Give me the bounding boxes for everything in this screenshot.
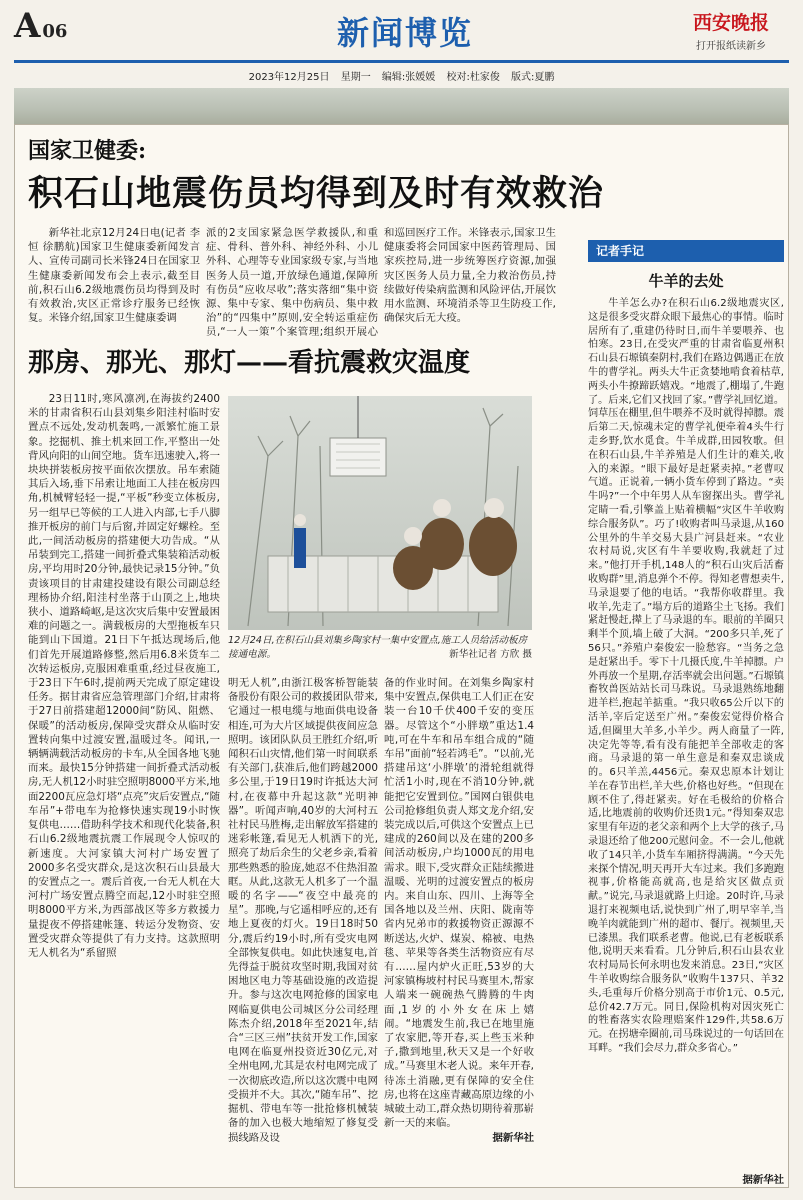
sidebar-title: 牛羊的去处	[648, 272, 724, 290]
brand-name: 西安晚报	[692, 12, 769, 34]
sidebar-body: 牛羊怎么办?在积石山6.2级地震灾区,这是很多受灾群众眼下最焦心的事情。临时居所有了,重建仍待时日,而牛羊要喂养、也怕寒。23日,在受灾严重的甘肃省临夏州积石山县石塬镇秦阴村,我们在路边偶遇正在放牛的曹学礼。两头大牛正贪婪地啃食着枯草,两头小牛撩蹄跃嬉戏。“地震了,棚塌了,牛跑了。后来,它们又找回了家。”曹学礼回忆道。饲草压在棚里,但牛喂养不及时就得掉膘。震后第二天,惊魂未定的曹学礼便牵着4头牛行走乡野,饮水觅食。牛羊成群,田园牧歌。但在积石山县,牛羊养殖是人们生计的难关,收入的来源。“眼下最好是赶紧卖掉。”老曹叹气道。正说着,一辆小货车停到了路边。“卖牛吗?”一个中年男人从车窗探出头。曹学礼定睛一看,引擎盖上贴着横幅“灾区牛羊收购综合服务队”。巧了!收购者叫马录退,从160公里外的牛羊交易大县广河县赶来。“农业农村局说,灾区有牛羊要收购,我就赶了过来。”他打开手机,148人的“积石山灾后活畜收购群”里,消息弹个不停。得知老曹想卖牛,马录退要了他的电话。“我帮你收群里。我收羊,先走了。”塌方后的道路尘土飞扬。我们紧赶慢赶,撵上了马录退的车。眼前的羊圈只剩半个顶,墙上破了大洞。“200多只羊,死了56只。”养殖户秦俊宏一脸愁容。“当务之急是赶紧出手。零下十几摄氏度,牛羊掉膘。户外再放一个星期,存活率就会出问题。”石塬镇畜牧兽医站站长司马珠说。马录退熟练地翻进羊栏,抱起羊掂重。“我只收65公斤以下的活羊,宰后定送至广州。”秦俊宏觉得价格合适,但圈里大羊多,小羊少。两人商量了一阵,决定先等等,看有没有能把羊全部收走的客商。马录退的第一单生意是和秦双忠谈成的。6只羊羔,4456元。秦双忠原本计划让羊在春节出栏,羊大些,价格也好些。“但现在顾不住了,得赶紧卖。好在毛极给的价格合适,比地震前的收购价还贵1元。”得知秦双忠家里有年迈的老父亲和两个上大学的孩子,马录退还给了他200元慰问金。不一会儿,他就收了14只羊,小货车车厢挤得满满。“今天先来探个情况,明天再开大车过来。我们多跑跑视事,价格能高就高,也是给灾区做点贡献。”说完,马录退就路上归途。20时许,马录退打来视频电话,说快到广州了,明早宰羊,当晚羊肉就能到广州的超市、餐厅。视频里,天已漆黑。我们联系老曹。他说,已有老板联系他,说明天来看看。几分钟后,积石山县农业农村局局长何永明也发来消息。23日,“灾区牛羊收购综合服务队”收购牛137只、羊32头,毛重每斤价格分别高于市价1元、0.5元,总价42.7万元。同日,保险机构对因灾死亡的牲畜落实农险理赔案件129件,共58.6万元。在拐塘牵圈前,司马珠说过的一句话回在耳畔。“我们会尽力,群众多省心。”	[588, 298, 784, 1055]
story1-column-2: 派的2支国家紧急医学救援队,和重症、骨科、普外科、神经外科、小儿外科、心理等专业国家级专家,与当地医务人员一道,开放绿色通道,保障所有伤员“应收尽收”;落实落细“集中资源、集中专家、集中伤病员、集中救治”的“四集中”原则,安全转运重症伤员,“一人一策”个案管理;组织开展心	[206, 227, 378, 338]
story2-column-1: 23日11时,寒风凛冽,在海拔约2400米的甘肃省积石山县刘集乡阳洼村临时安置点不远处,发动机轰鸣,一派繁忙施工景象。挖掘机、推土机来回工作,平整出一处背风向阳的山间空地。货车迅速驶入,将一块块拼装板房按平面依次摆放。吊车索随其后入场,垂下吊索让地面工人挂在板房四角,机械臂轻轻一提,“平板”秒变立体板房,另一组早已等候的工人进入内部,七手八脚推开板房的前门与后窗,并固定好螺栓。至此,一间活动板房的搭建便大功告成。“从吊装到完工,搭建一间折叠式集装箱活动板房,平均用时20分钟,最快记录15分钟。”负责该项目的甘肃建投建设有限公司副总经理杨协介绍,阳洼村坐落于山顶之上,地块狭小、道路崎岖,是这次灾后集中安置最困难的问题之一。满载板房的大型拖板车只能到山下国道。21日下午抵达现场后,他们首先开展道路修整,然后用6.8米货车二次转运板房,克服困难重重,经过昼夜施工,于23日下午6时,提前两天完成了原定建设任务。据甘肃省应急管理部门介绍,甘肃将于27日前搭建超12000间“防风、阻燃、保暖”的活动板房,保障受灾群众从临时安置转向集中过渡安置,温暖过冬。闻讯,一辆辆满载活动板房的卡车,从全国各地飞驰而来。最快15分钟搭建一间折叠式活动板房,无人机12小时驻空照明8000平方米,地面2200瓦应急灯塔“点亮”灾后安置点,“随车吊”+带电车为抢修快速实现19小时恢复供电……借助科学技术和现代化装备,积石山6.2级地震抗震工作展现令人惊叹的新速度。大河家镇大河村广场安置了2000多名受灾群众,是这次积石山县最大的安置点之一。震后首夜,一台无人机在大河村广场安置点腾空而起,12小时驻空照明8000平方米,为西部战区等多方救援力量提夜不停搭建帐篷、转运分发物资、安置受灾群众等提供了有力支持。这款照明无人机名为“系留照	[28, 393, 220, 959]
story1-kicker: 国家卫健委:	[28, 138, 147, 164]
brand-slogan: 打开报纸读新乡	[696, 41, 766, 52]
sidebar-tag: 记者手记	[588, 240, 784, 262]
page-number: A 06	[14, 6, 68, 46]
header-rule	[14, 60, 789, 63]
relief-photo-illustration	[228, 396, 532, 630]
editor: 编辑:张媛媛	[381, 72, 436, 83]
weekday: 星期一	[340, 72, 371, 83]
main-photo	[228, 396, 532, 630]
story2-headline: 那房、那光、那灯——看抗震救灾温度	[28, 348, 471, 378]
photo-caption	[228, 634, 532, 662]
dateline	[0, 68, 803, 83]
story1-column-1: 新华社北京12月24日电(记者 李恒 徐鹏航)国家卫生健康委新闻发言人、宣传司副司长米锋24日在国家卫生健康委新闻发布会上表示,截至目前,积石山6.2级地震伤员均得到及时有效救治,灾区正常诊疗服务已经恢复。米锋介绍,国家卫生健康委调	[28, 227, 200, 325]
top-photo-strip	[14, 88, 789, 124]
layout-designer: 版式:夏鹏	[511, 72, 555, 83]
caption-text: 12月24日,在积石山县刘集乡陶家村一集中安置点,施工人员给活动板房接通电源。	[228, 635, 528, 660]
proofreader: 校对:杜家俊	[446, 72, 500, 83]
masthead	[0, 0, 803, 64]
newspaper-logo	[675, 8, 787, 52]
story2-sign: 据新华社	[492, 1131, 534, 1144]
story2-column-3: 备的作业时间。在刘集乡陶家村集中安置点,保供电工人们正在安装一台10千伏400千安的变压器。尽管这个“小胖墩”重达1.4吨,可在牛车和吊车组合成的“随车吊”面前“轻若鸿毛”。“以前,光搭建吊这‘小胖墩’的滑轮组就得忙活1小时,现在不消10分钟,就能把它安置到位。”国网白银供电公司抢修组负责人郑文龙介绍,安装完成以后,可供这个安置点上已建成的260间以及在建的200多间活动板房,户均1000瓦的用电需求。眼下,受灾群众正陆续搬进温暖、光明的过渡安置点的板房内。来自山东、四川、上海等全国各地以及兰州、庆阳、陇南等省内兄弟市的救援物资正源源不断送达,火炉、煤炭、棉被、电热毯、苹果等各类生活物资应有尽有……屋内炉火正旺,53岁的大河家镇梅坡村村民马赛里木,帮家人端来一碗碗热气腾腾的牛肉面,1岁的小外女在床上嬉闹。“地震发生前,我已在地里施了农家肥,等开春,买上些玉米种子,撒到地里,秋天又是一个好收成。”马赛里木老人说。来年开春,待冻土消融,更有保障的安全住房,也将在这座青藏高原边缘的小城破土动工,群众热切期待着那崭新一天的来临。 据新华社	[384, 677, 534, 1144]
section-title: 新闻博览	[336, 14, 473, 52]
story2-column-2: 明无人机”,由浙江极客桥智能装备股份有限公司的救援团队带来,它通过一根电缆与地面供电设备相连,可为大片区域提供夜间应急照明。该团队队员王胜红介绍,听闻积石山灾情,他们第一时间联系有关部门,获准后,他们跨越2000多公里,于19日19时许抵达大河村,在夜幕中升起这款“光明神器”。听闻声响,40岁的大河村五社村民马胜梅,走出解放军搭建的迷彩帐篷,看见无人机洒下的光,照亮了劫后余生的父老乡亲,看着那些熟悉的脸庞,她忍不住热泪盈眶。从此,这款无人机多了一个温暖的名字——“夜空中最亮的星”。那晚,与它遥相呼应的,还有地上夏夜的灯火。19日18时50分,震后约19小时,所有受灾电网全部恢复供电。如此快速复电,首先得益于脱贫攻坚时期,我国对贫困地区电力等基础设施的改造提升。参与这次电网抢修的国家电网临夏供电公司城区分公司经理陈杰介绍,2018年至2021年,结合“三区三州”扶贫开发工作,国家电网在临夏州投资近30亿元,对全州电网,尤其是农村电网完成了一次彻底改造,所以这次震中电网受损并不大。其次,“随车吊”、挖掘机、带电车等一批抢修机械装备的加入也极大地缩短了修复受损线路及设	[228, 677, 378, 1144]
sidebar-sign: 据新华社	[742, 1174, 784, 1186]
story1-headline: 积石山地震伤员均得到及时有效救治	[28, 173, 605, 214]
reporter-notes-sidebar	[588, 240, 784, 1186]
story1-column-3: 和巡回医疗工作。米锋表示,国家卫生健康委将会同国家中医药管理局、国家疾控局,进一步统筹医疗资源,加强灾区医务人员力量,全力救治伤员,持续做好传染病监测和风险评估,开展饮用水监测、环境消杀等卫生防疫工作,确保灾后无大疫。	[384, 227, 556, 325]
issue-date: 2023年12月25日	[248, 72, 330, 83]
photo-credit: 新华社记者 方欣 摄	[449, 649, 532, 660]
